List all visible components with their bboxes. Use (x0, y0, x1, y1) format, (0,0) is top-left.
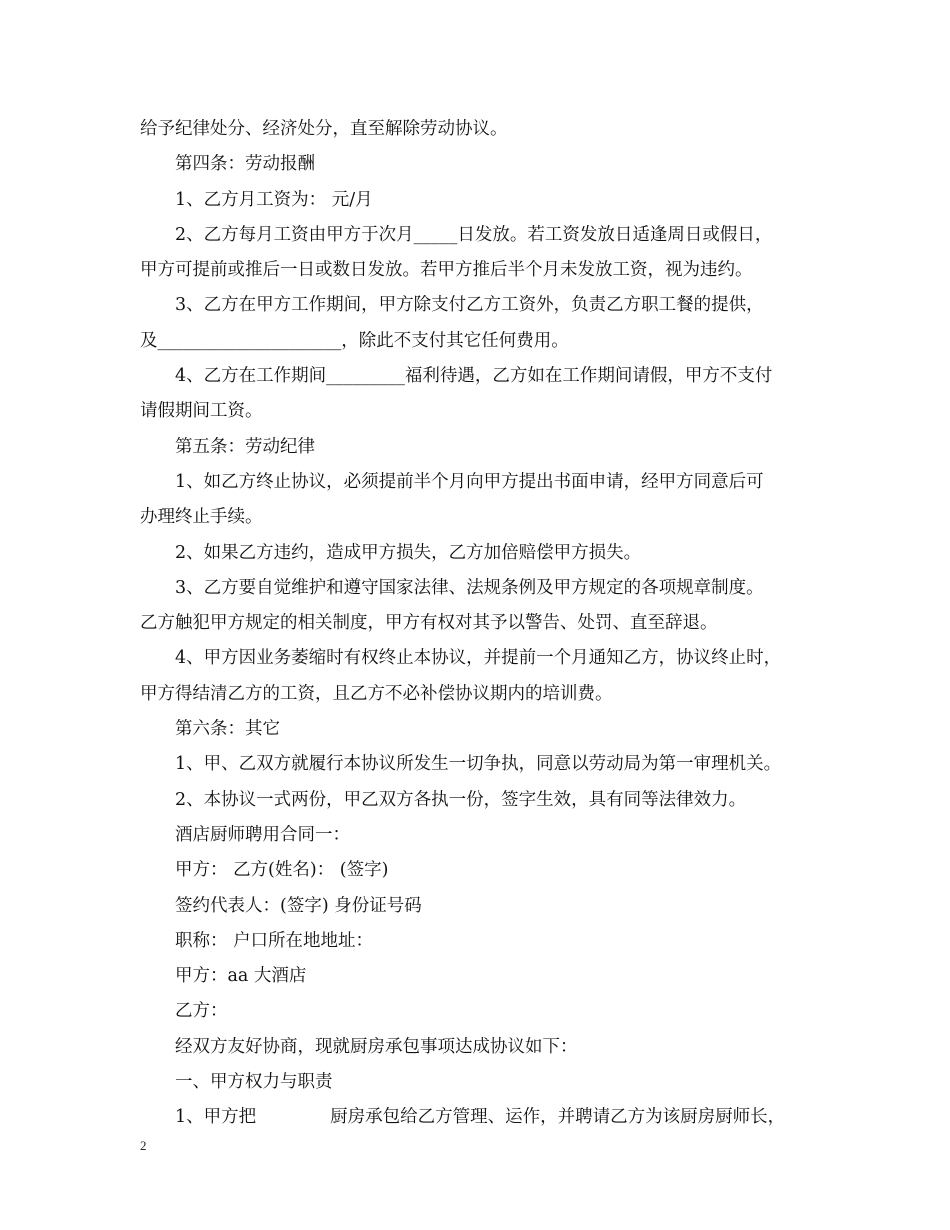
paragraph-line: 1、甲、乙双方就履行本协议所发生一切争执，同意以劳动局为第一审理机关。 (175, 754, 782, 775)
paragraph-line-last (140, 1100, 812, 1135)
signature-line: 甲方： 乙方(姓名)： (签字) (175, 860, 389, 881)
last-line-start: 1、甲方把 (175, 1107, 257, 1128)
paragraph-line: 4、乙方在工作期间_________福利待遇，乙方如在工作期间请假，甲方不支付 (175, 366, 773, 387)
paragraph-line: 请假期间工资。 (140, 401, 263, 422)
paragraph-line: 3、乙方要自觉维护和遵守国家法律、法规条例及甲方规定的各项规章制度。 (175, 577, 764, 598)
section-heading-article-6: 第六条：其它 (175, 719, 280, 740)
last-line-end: 厨房承包给乙方管理、运作，并聘请乙方为该厨房厨师长， (330, 1107, 786, 1128)
paragraph-line: 2、乙方每月工资由甲方于次月_____日发放。若工资发放日适逢周日或假日， (175, 224, 773, 245)
paragraph-line: 1、乙方月工资为： 元/月 (175, 189, 373, 210)
paragraph-line: 给予纪律处分、经济处分，直至解除劳动协议。 (140, 119, 508, 139)
paragraph-line: 1、如乙方终止协议，必须提前半个月向甲方提出书面申请，经甲方同意后可 (175, 471, 764, 492)
paragraph-line: 及_____________________，除此不支付其它任何费用。 (140, 330, 569, 351)
party-a-line: 甲方：aa 大酒店 (175, 966, 307, 987)
page-number: 2 (140, 1138, 147, 1153)
contract-title: 酒店厨师聘用合同一： (175, 824, 350, 845)
paragraph-line: 甲方得结清乙方的工资，且乙方不必补偿协议期内的培训费。 (140, 683, 613, 704)
paragraph-line: 3、乙方在甲方工作期间，甲方除支付乙方工资外，负责乙方职工餐的提供， (175, 295, 764, 316)
signature-line: 职称： 户口所在地地址： (175, 930, 374, 951)
paragraph-line: 乙方触犯甲方规定的相关制度，甲方有权对其予以警告、处罚、直至辞退。 (140, 613, 718, 634)
paragraph-line: 经双方友好协商，现就厨房承包事项达成协议如下： (175, 1036, 578, 1057)
signature-line: 签约代表人：(签字) 身份证号码 (175, 895, 422, 916)
document-body (140, 112, 812, 1136)
paragraph-line: 办理终止手续。 (140, 507, 263, 528)
paragraph-line: 4、甲方因业务萎缩时有权终止本协议，并提前一个月通知乙方，协议终止时， (175, 648, 782, 669)
paragraph-line: 甲方可提前或推后一日或数日发放。若甲方推后半个月未发放工资，视为违约。 (140, 260, 753, 281)
paragraph-line: 2、如果乙方违约，造成甲方损失，乙方加倍赔偿甲方损失。 (175, 542, 642, 563)
section-heading-article-5: 第五条：劳动纪律 (175, 436, 315, 457)
section-heading-article-4: 第四条：劳动报酬 (175, 154, 315, 175)
paragraph-line: 2、本协议一式两份，甲乙双方各执一份，签字生效，具有同等法律效力。 (175, 789, 747, 810)
section-heading-party-a-duties: 一、甲方权力与职责 (175, 1072, 333, 1093)
party-b-line: 乙方： (175, 1001, 228, 1022)
